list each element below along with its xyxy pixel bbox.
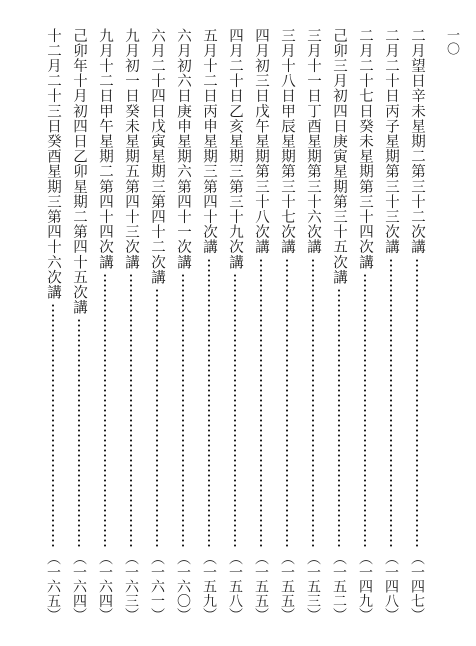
dot-leader bbox=[286, 258, 288, 548]
toc-entry bbox=[378, 28, 404, 622]
dot-leader bbox=[208, 258, 210, 548]
toc-entry-page: （一五二） bbox=[331, 551, 347, 622]
toc-entry-title: 四月初三日戊午星期第三十八次講 bbox=[253, 28, 269, 255]
dot-leader bbox=[260, 258, 262, 548]
toc-entry-title: 二月二十七日癸未星期第三十四次講 bbox=[357, 28, 373, 270]
dot-leader bbox=[416, 258, 418, 548]
dot-leader bbox=[234, 273, 236, 547]
toc-entry bbox=[248, 28, 274, 622]
toc-entry bbox=[118, 28, 144, 622]
toc-entry bbox=[404, 28, 430, 622]
dot-leader bbox=[52, 303, 54, 547]
toc-entry-page: （一六〇） bbox=[175, 551, 191, 622]
toc-entry bbox=[196, 28, 222, 622]
toc-entry-page: （一四八） bbox=[383, 551, 399, 622]
toc-entry-title: 三月十一日丁酉星期第三十六次講 bbox=[305, 28, 321, 255]
toc-entry-page: （一六四） bbox=[71, 551, 87, 622]
toc-entry-title: 九月十二日甲午星期二第四十四次講 bbox=[97, 28, 113, 270]
toc-entry-page: （一五五） bbox=[279, 551, 295, 622]
toc-entry-title: 二月二十日丙子星期第三十三次講 bbox=[383, 28, 399, 255]
toc-entry-page: （一六五） bbox=[45, 551, 61, 622]
toc-entry bbox=[40, 28, 66, 622]
toc-entry bbox=[66, 28, 92, 622]
toc-entry-title: 己卯三月初四日庚寅星期第三十五次講 bbox=[331, 28, 347, 285]
toc-entry-page: （一五九） bbox=[201, 551, 217, 622]
toc-entry bbox=[144, 28, 170, 622]
dot-leader bbox=[104, 273, 106, 547]
toc-entry-title: 二月望日辛未星期二第三十二次講 bbox=[409, 28, 425, 255]
toc-entry bbox=[222, 28, 248, 622]
toc-entry-title: 九月初一日癸未星期五第四十三次講 bbox=[123, 28, 139, 270]
dot-leader bbox=[156, 288, 158, 547]
toc-entry-page: （一五三） bbox=[305, 551, 321, 622]
toc-entry-page: （一六四） bbox=[97, 551, 113, 622]
table-of-contents bbox=[40, 28, 430, 622]
toc-entry bbox=[92, 28, 118, 622]
toc-entry-page: （一四九） bbox=[357, 551, 373, 622]
toc-entry-page: （一四七） bbox=[409, 551, 425, 622]
toc-entry bbox=[170, 28, 196, 622]
toc-entry-page: （一六一） bbox=[149, 551, 165, 622]
toc-entry bbox=[300, 28, 326, 622]
toc-entry-title: 六月初六日庚申星期六第四十一次講 bbox=[175, 28, 191, 270]
toc-entry-page: （一五八） bbox=[227, 551, 243, 622]
dot-leader bbox=[78, 318, 80, 547]
dot-leader bbox=[130, 273, 132, 547]
toc-entry-page: （一六三） bbox=[123, 551, 139, 622]
toc-entry-title: 十二月二十三日癸酉星期三第四十六次講 bbox=[45, 28, 61, 300]
dot-leader bbox=[390, 258, 392, 548]
toc-entry bbox=[274, 28, 300, 622]
toc-entry-title: 己卯年十月初四日乙卯星期二第四十五次講 bbox=[71, 28, 87, 315]
toc-entry bbox=[326, 28, 352, 622]
toc-entry-page: （一五五） bbox=[253, 551, 269, 622]
toc-entry bbox=[352, 28, 378, 622]
dot-leader bbox=[182, 273, 184, 547]
dot-leader bbox=[312, 258, 314, 548]
toc-entry-title: 五月十二日丙申星期三第四十次講 bbox=[201, 28, 217, 255]
dot-leader bbox=[364, 273, 366, 547]
toc-entry-title: 三月十八日甲辰星期第三十七次講 bbox=[279, 28, 295, 255]
toc-entry-title: 四月二十日乙亥星期三第三十九次講 bbox=[227, 28, 243, 270]
toc-entry-title: 六月二十四日戊寅星期三第四十二次講 bbox=[149, 28, 165, 285]
dot-leader bbox=[338, 288, 340, 547]
page-number: 一〇 bbox=[444, 28, 459, 56]
